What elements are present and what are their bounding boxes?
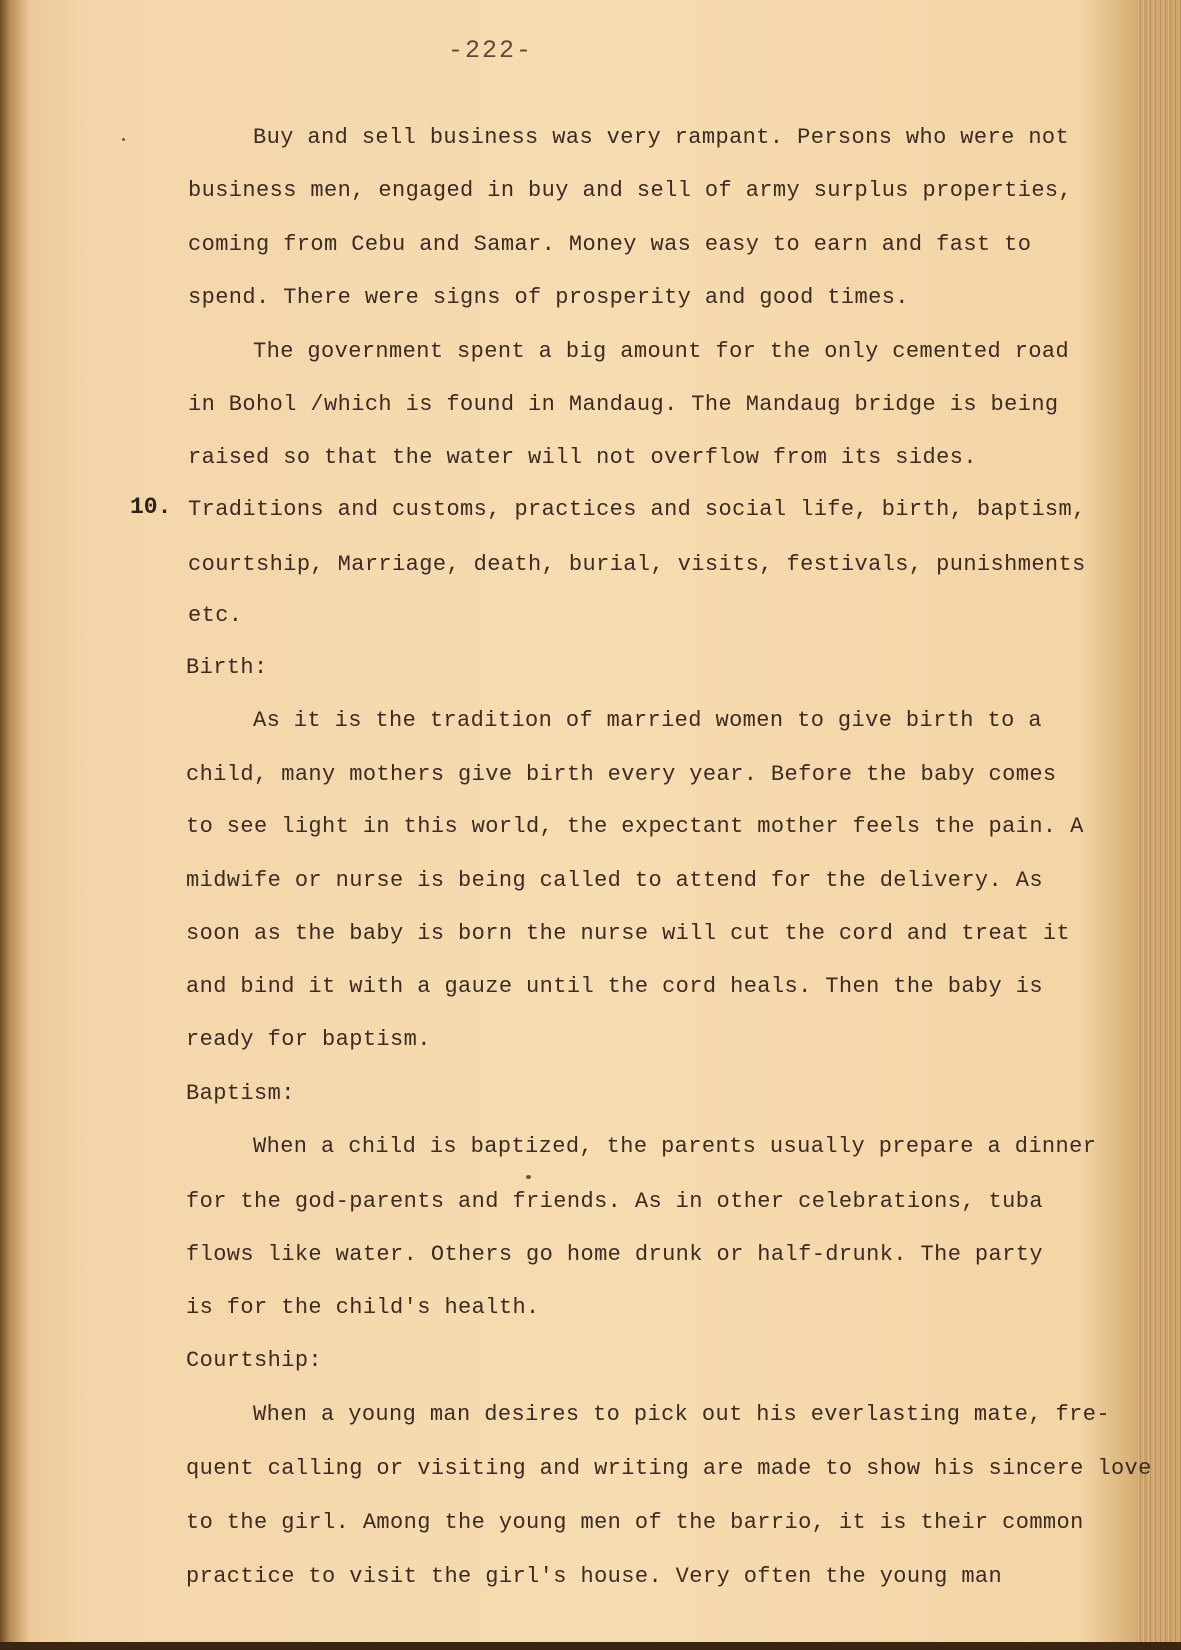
text-line: soon as the baby is born the nurse will cut the cord and treat it — [186, 921, 1071, 946]
text-line: and bind it with a gauze until the cord heals. Then the baby is — [186, 974, 1043, 999]
text-line: The government spent a big amount for the only cemented road — [253, 339, 1070, 364]
text-line: When a child is baptized, the parents usually prepare a dinner — [253, 1134, 1097, 1159]
text-line: ready for baptism. — [186, 1027, 431, 1052]
text-line: spend. There were signs of prosperity and good times. — [188, 285, 909, 310]
text-line: midwife or nurse is being called to attend for the delivery. As — [186, 868, 1043, 893]
text-line: to see light in this world, the expectant mother feels the pain. A — [186, 814, 1084, 839]
text-line: flows like water. Others go home drunk or half-drunk. The party — [186, 1242, 1043, 1267]
book-page-edges — [1137, 0, 1181, 1650]
ink-speck — [122, 138, 125, 141]
text-line: is for the child's health. — [186, 1295, 540, 1320]
subheading-birth: Birth: — [186, 655, 268, 680]
subheading-baptism: Baptism: — [186, 1081, 295, 1106]
text-line: business men, engaged in buy and sell of army surplus properties, — [188, 178, 1073, 203]
text-line: quent calling or visiting and writing are made to show his sincere love — [186, 1456, 1152, 1481]
text-line: in Bohol /which is found in Mandaug. The Mandaug bridge is being — [188, 392, 1059, 417]
text-line: practice to visit the girl's house. Very often the young man — [186, 1564, 1003, 1589]
ink-speck — [526, 1175, 531, 1179]
section-number: 10. — [130, 494, 172, 520]
text-line: to the girl. Among the young men of the barrio, it is their common — [186, 1510, 1084, 1535]
text-line: As it is the tradition of married women to give birth to a — [253, 708, 1042, 733]
text-line: for the god-parents and friends. As in other celebrations, tuba — [186, 1189, 1043, 1214]
page-number: -222- — [448, 36, 534, 65]
page-bottom-shadow — [0, 1642, 1181, 1650]
text-line: courtship, Marriage, death, burial, visits, festivals, punishments — [188, 552, 1086, 577]
text-line: etc. — [188, 603, 243, 628]
text-line: raised so that the water will not overflow from its sides. — [188, 445, 977, 470]
text-line: child, many mothers give birth every year. Before the baby comes — [186, 762, 1057, 787]
subheading-courtship: Courtship: — [186, 1348, 323, 1373]
text-line: When a young man desires to pick out his everlasting mate, fre- — [253, 1402, 1110, 1427]
text-line: coming from Cebu and Samar. Money was easy to earn and fast to — [188, 232, 1032, 257]
text-line: Buy and sell business was very rampant. Persons who were not — [253, 125, 1070, 150]
text-line: Traditions and customs, practices and social life, birth, baptism, — [188, 497, 1086, 522]
